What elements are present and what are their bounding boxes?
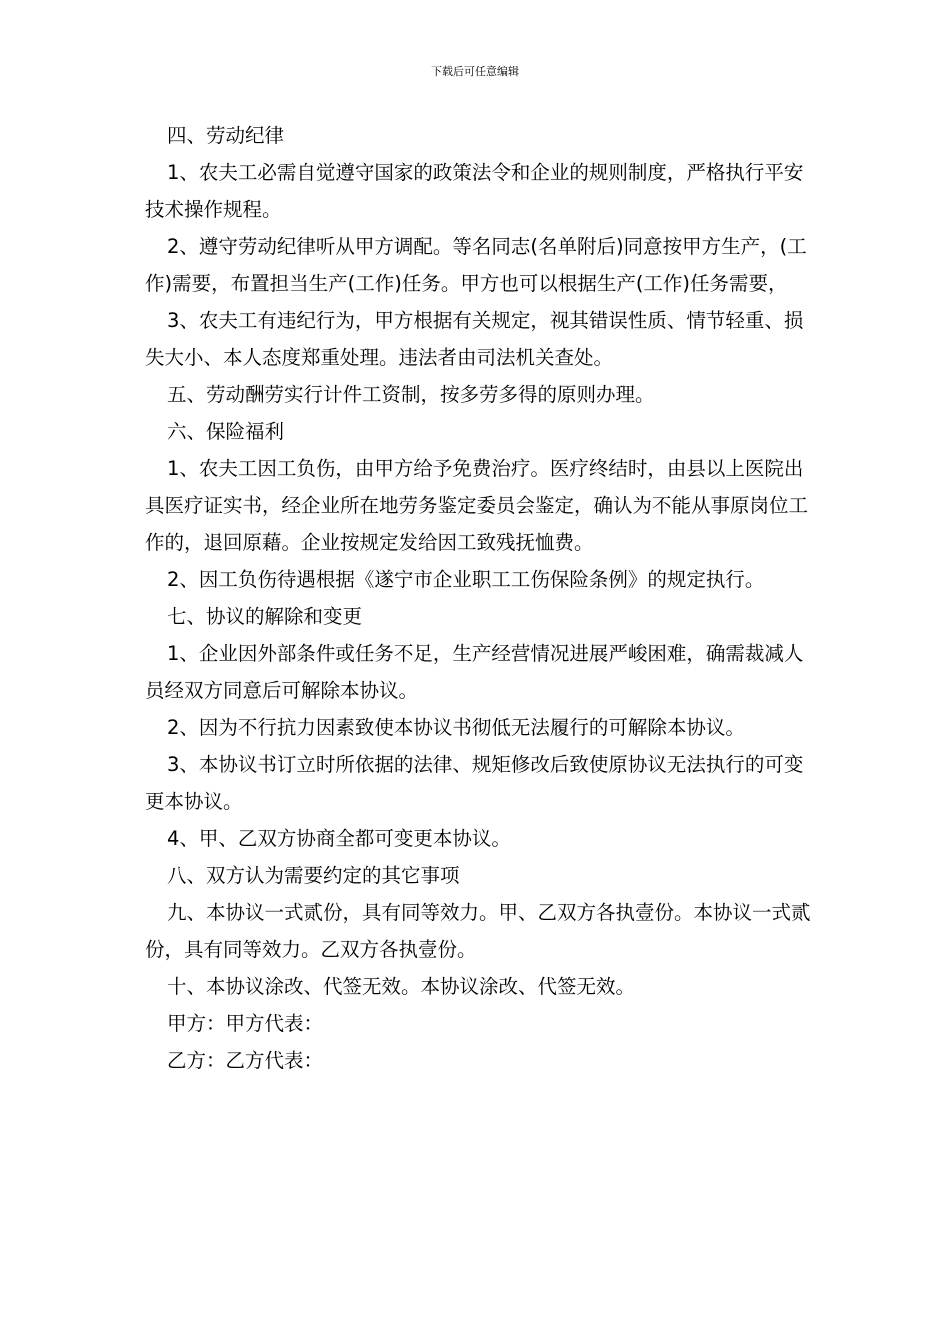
section-heading-other-matters: 八、双方认为需要约定的其它事项 — [167, 864, 460, 887]
section-heading-remuneration: 五、劳动酬劳实行计件工资制，按多劳多得的原则办理。 — [167, 383, 655, 406]
section-heading-termination: 七、协议的解除和变更 — [167, 605, 363, 628]
paragraph: 2、因工负伤待遇根据《遂宁市企业职工工伤保险条例》的规定执行。 — [167, 568, 765, 591]
section-heading-validity: 十、本协议涂改、代签无效。本协议涂改、代签无效。 — [167, 975, 636, 998]
paragraph: 2、因为不行抗力因素致使本协议书彻低无法履行的可解除本协议。 — [167, 716, 745, 739]
document-body — [145, 117, 815, 1079]
paragraph: 3、本协议书订立时所依据的法律、规矩修改后致使原协议无法执行的可变更本协议。 — [145, 753, 804, 813]
party-a-signature-line: 甲方：甲方代表： — [167, 1012, 324, 1035]
section-heading-labor-discipline: 四、劳动纪律 — [167, 124, 285, 147]
paragraph: 1、企业因外部条件或任务不足，生产经营情况进展严峻困难，确需裁减人员经双方同意后可解除本协议。 — [145, 642, 804, 702]
page-header: 下载后可任意编辑 — [431, 65, 519, 78]
paragraph: 1、农夫工因工负伤，由甲方给予免费治疗。医疗终结时，由县以上医院出具医疗证实书，经企业所在地劳务鉴定委员会鉴定，确认为不能从事原岗位工作的，退回原藉。企业按规定发给因工致残抚恤费。 — [145, 457, 809, 554]
section-heading-copies: 九、本协议一式贰份，具有同等效力。甲、乙双方各执壹份。本协议一式贰份，具有同等效力。乙双方各执壹份。 — [145, 901, 811, 961]
paragraph: 4、甲、乙双方协商全都可变更本协议。 — [167, 827, 511, 850]
paragraph: 2、遵守劳动纪律听从甲方调配。等名同志(名单附后)同意按甲方生产，(工作)需要，布置担当生产(工作)任务。甲方也可以根据生产(工作)任务需要， — [145, 235, 807, 295]
paragraph: 1、农夫工必需自觉遵守国家的政策法令和企业的规则制度，严格执行平安技术操作规程。 — [145, 161, 804, 221]
section-heading-insurance: 六、保险福利 — [167, 420, 285, 443]
party-b-signature-line: 乙方：乙方代表： — [167, 1049, 324, 1072]
paragraph: 3、农夫工有违纪行为，甲方根据有关规定，视其错误性质、情节轻重、损失大小、本人态度郑重处理。违法者由司法机关查处。 — [145, 309, 804, 369]
